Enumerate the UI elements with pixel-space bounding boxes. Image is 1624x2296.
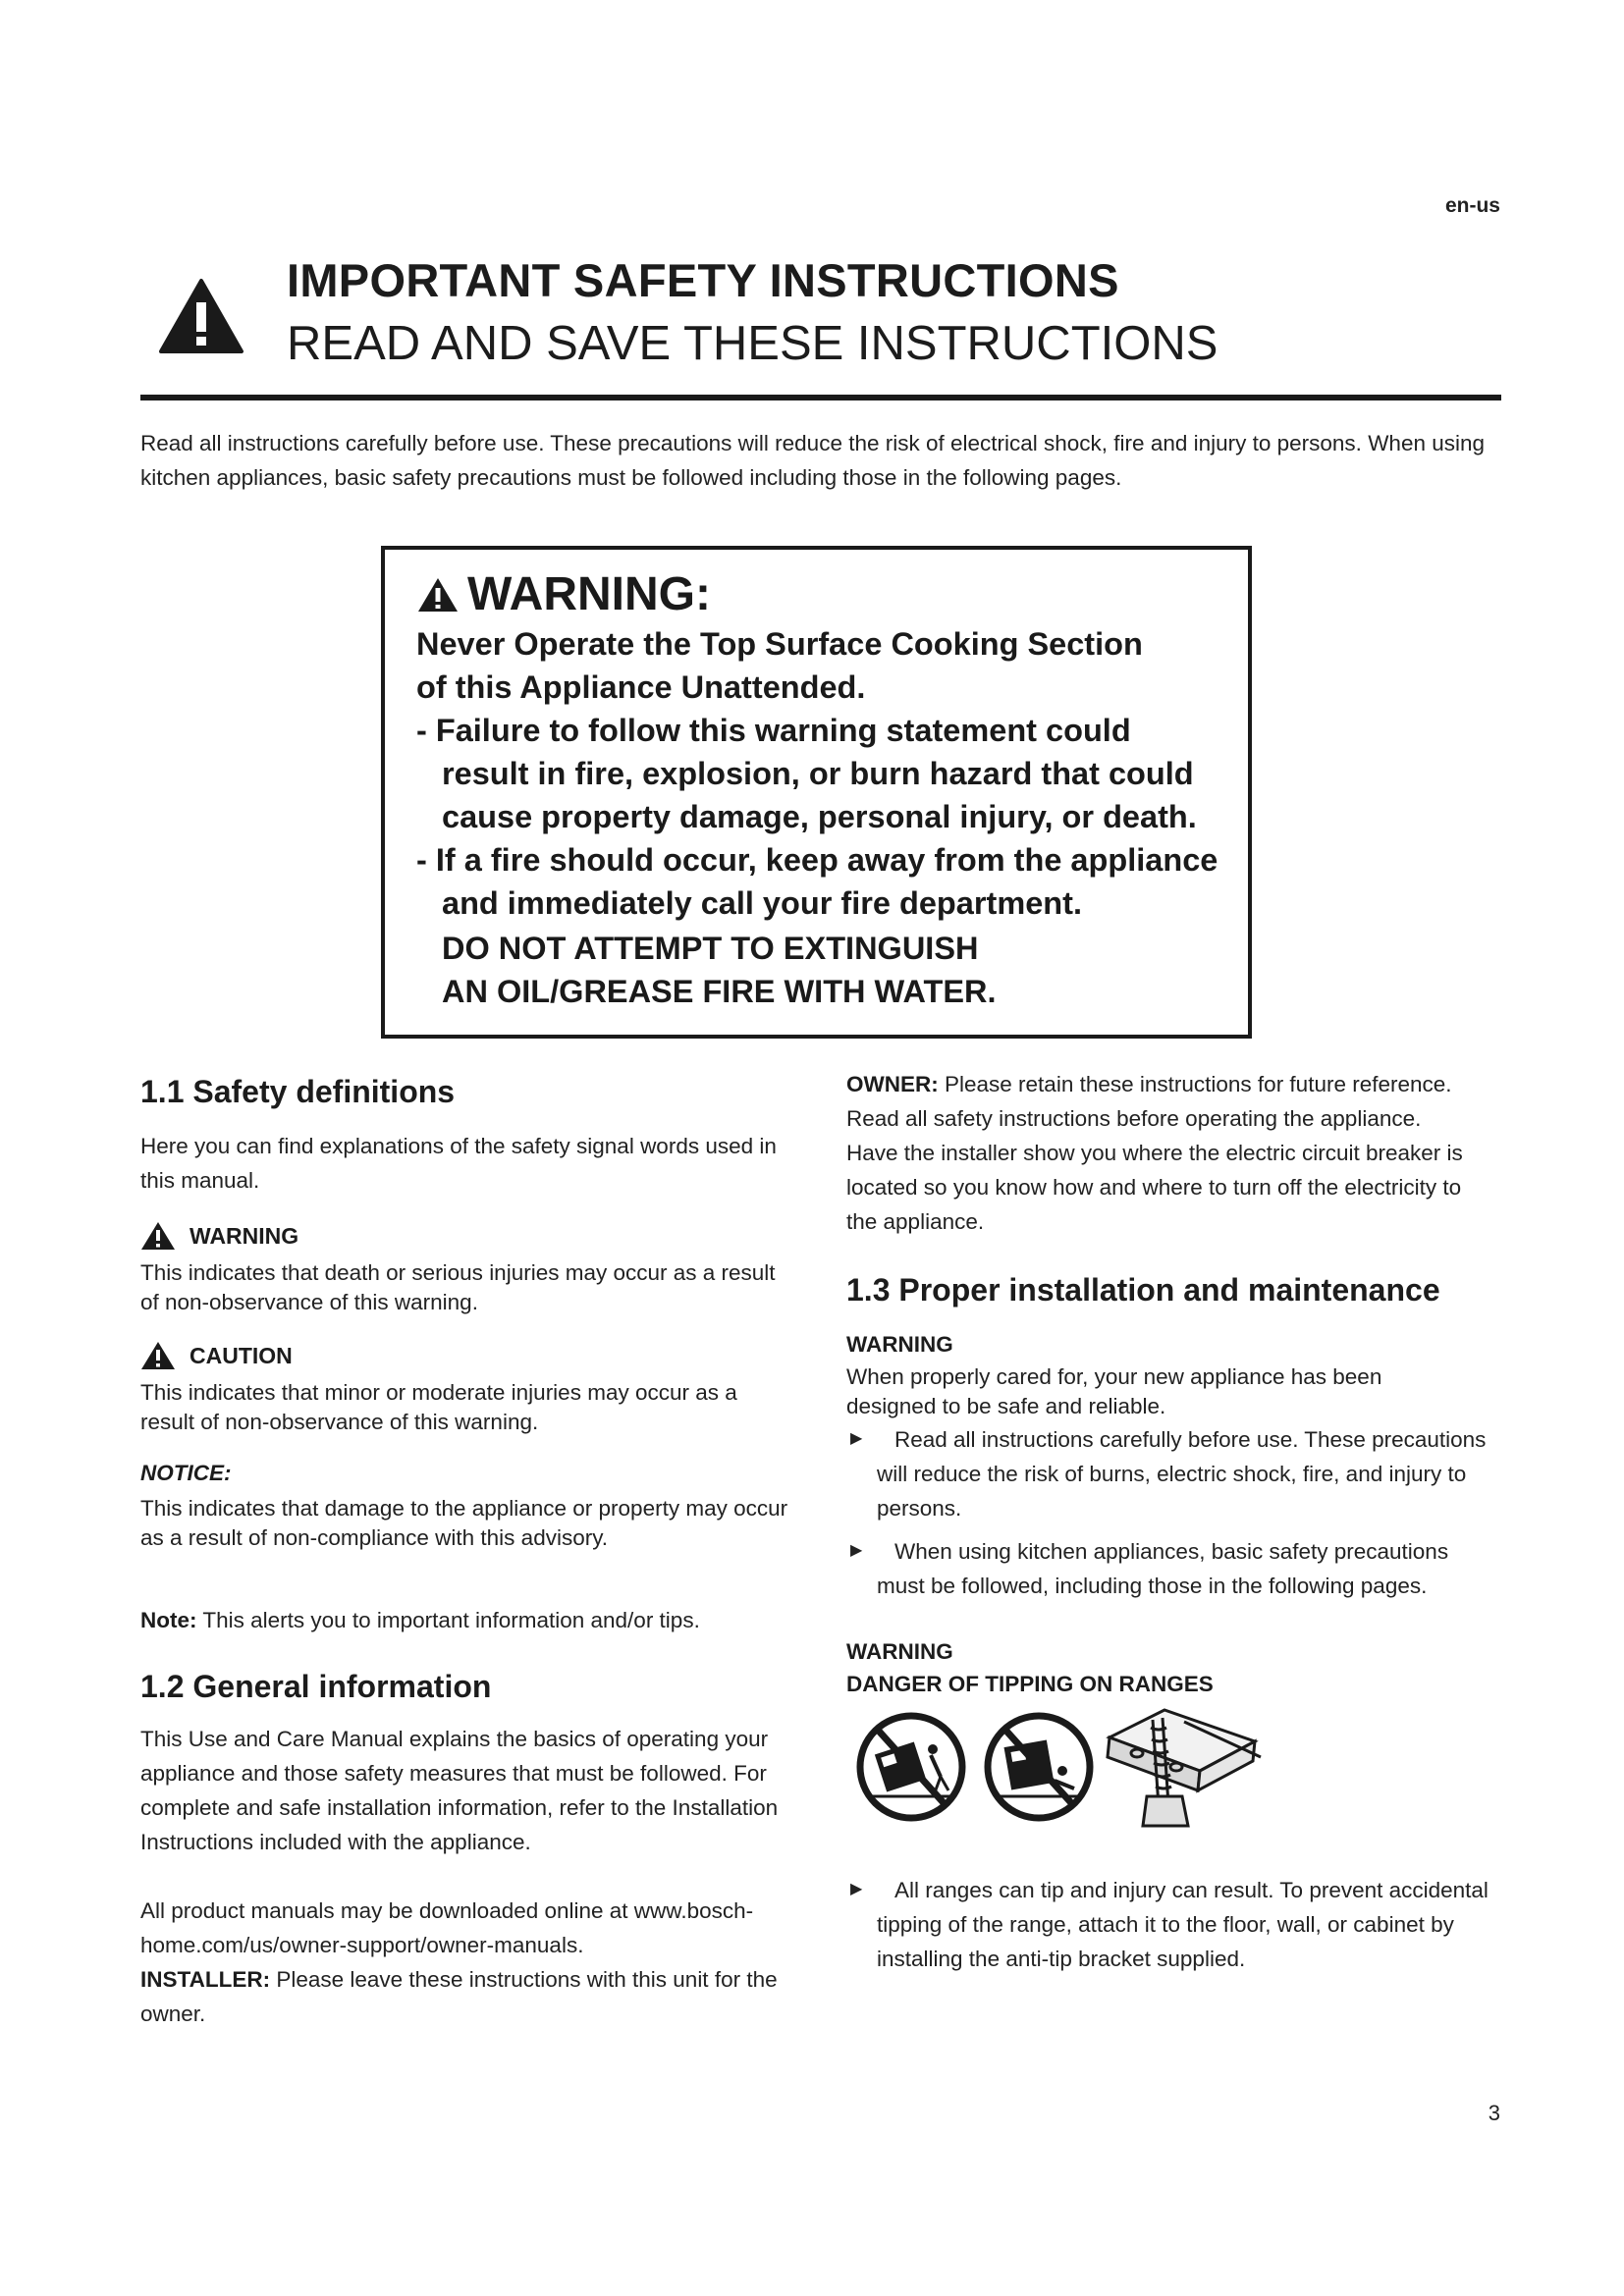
caution-definition: This indicates that minor or moderate injuries may occur as a result of non-observance of this warning.	[140, 1380, 737, 1434]
page-title: IMPORTANT SAFETY INSTRUCTIONS	[287, 254, 1119, 306]
bullet-tipping: All ranges can tip and injury can result. To prevent accidental tipping of the range, attach it to the floor, wall, or cabinet by installing the anti-tip bracket supplied.	[877, 1878, 1489, 1971]
warning-line: - If a fire should occur, keep away from the appliance	[416, 842, 1218, 878]
warning-line: of this Appliance Unattended.	[416, 669, 866, 705]
warning-triangle-icon	[416, 576, 460, 614]
installer-label: INSTALLER:	[140, 1967, 271, 1992]
warning-line: AN OIL/GREASE FIRE WITH WATER.	[442, 974, 997, 1009]
bullet-read-instructions: Read all instructions carefully before use. These precautions will reduce the risk of burns, electric shock, fire, and injury to persons.	[877, 1427, 1487, 1521]
section-1-2-paragraph-2: All product manuals may be downloaded online at www.bosch-home.com/us/owner-support/owner-manuals.	[140, 1898, 754, 1957]
section-1-1-title: 1.1 Safety definitions	[140, 1074, 456, 1109]
anti-tip-bracket-icon	[1108, 1710, 1261, 1826]
warning-triangle-icon	[140, 1341, 176, 1370]
note-label: Note:	[140, 1608, 197, 1632]
anti-tip-illustration	[852, 1698, 1265, 1836]
intro-paragraph: Read all instructions carefully before use. These precautions will reduce the risk of electrical shock, fire and injury to persons. When using kitchen appliances, basic safety precautions must be followed including those in the following pages.	[140, 431, 1486, 490]
section-1-1-intro: Here you can find explanations of the safety signal words used in this manual.	[140, 1134, 777, 1193]
bullet-basic-precautions: When using kitchen appliances, basic safety precautions must be followed, including those in the following pages.	[877, 1539, 1449, 1598]
notice-label: NOTICE:	[140, 1461, 232, 1485]
installer-text: Please leave these instructions with this unit for the owner.	[140, 1967, 778, 2026]
warning-line: Never Operate the Top Surface Cooking Section	[416, 626, 1143, 662]
warning-definition: This indicates that death or serious injuries may occur as a result of non-observance of this warning.	[140, 1260, 776, 1314]
warning-line: and immediately call your fire department.	[442, 885, 1082, 921]
warning-heading: WARNING	[846, 1332, 953, 1357]
installer-paragraph	[140, 1962, 796, 2031]
section-1-2-title: 1.2 General information	[140, 1669, 492, 1704]
warning-line: result in fire, explosion, or burn hazard that could	[442, 756, 1194, 791]
warning-box-title: WARNING:	[467, 568, 711, 620]
owner-paragraph	[846, 1067, 1475, 1239]
warning-box-heading	[416, 567, 711, 621]
warning-triangle-icon	[140, 1221, 176, 1251]
warning-line: DO NOT ATTEMPT TO EXTINGUISH	[442, 931, 979, 966]
owner-text: Please retain these instructions for future reference. Read all safety instructions before operating the appliance. Have the installer show you where the electric circuit breaker is located so you know how and where to turn off the electricity to the appliance.	[846, 1072, 1463, 1234]
bullet-arrow-icon: ▶	[850, 1542, 863, 1559]
warning-line: cause property damage, personal injury, or death.	[442, 799, 1197, 834]
bullet-arrow-icon: ▶	[850, 1430, 863, 1447]
note-paragraph	[140, 1606, 808, 1635]
tipping-heading: DANGER OF TIPPING ON RANGES	[846, 1672, 1214, 1696]
caution-signal-label: CAUTION	[189, 1342, 293, 1368]
warning-box	[381, 546, 1252, 1039]
no-tipping-icon	[860, 1716, 962, 1818]
title-divider	[140, 395, 1501, 400]
language-code: en-us	[1444, 194, 1500, 217]
warning-signal-label: WARNING	[189, 1222, 299, 1249]
notice-definition: This indicates that damage to the appliance or property may occur as a result of non-compliance with this advisory.	[140, 1496, 788, 1550]
section-1-2-paragraph-1: This Use and Care Manual explains the basics of operating your appliance and those safety measures that must be followed. For complete and safe installation information, refer to the Installation Instructions included with the appliance.	[140, 1727, 779, 1854]
bullet-arrow-icon: ▶	[850, 1881, 863, 1897]
warning-heading: WARNING	[846, 1639, 953, 1664]
page-number: 3	[1488, 2101, 1500, 2125]
warning-signal	[140, 1221, 298, 1251]
warning-triangle-icon	[157, 277, 245, 355]
page-subtitle: READ AND SAVE THESE INSTRUCTIONS	[287, 317, 1218, 370]
note-text: This alerts you to important information and/or tips.	[196, 1608, 700, 1632]
owner-label: OWNER:	[846, 1072, 939, 1096]
caution-signal	[140, 1341, 293, 1370]
no-climbing-icon	[988, 1716, 1090, 1818]
section-1-3-title: 1.3 Proper installation and maintenance	[846, 1272, 1440, 1308]
warning-line: - Failure to follow this warning statement could	[416, 713, 1131, 748]
care-paragraph: When properly cared for, your new appliance has been designed to be safe and reliable.	[846, 1364, 1382, 1418]
